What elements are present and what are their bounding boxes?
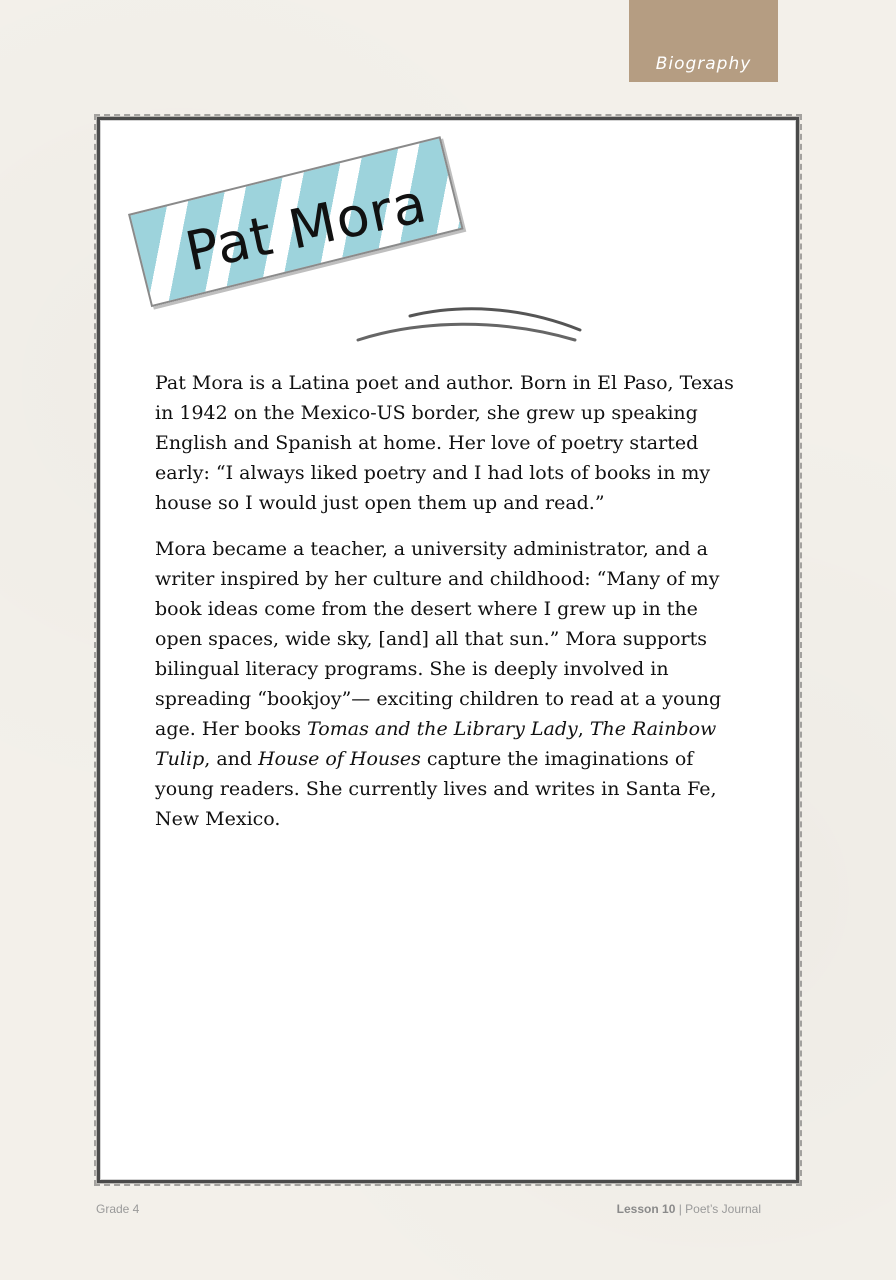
footer-lesson-info bbox=[617, 1202, 761, 1216]
text-segment: Pat Mora is a Latina poet and author. Born in El Paso, Texas in 1942 on the Mexico-US border, she grew up speaking English and Spanish at home. Her love of poetry started early: “I always liked poetry and I had lots of books in my house so I would just open them up and read.” bbox=[155, 372, 734, 514]
paragraph-1 bbox=[155, 368, 740, 518]
paragraph-2 bbox=[155, 534, 740, 834]
category-label: Biography bbox=[655, 54, 752, 74]
text-segment: , bbox=[577, 718, 590, 740]
biography-title: Pat Mora bbox=[180, 171, 433, 284]
text-segment: capture the imaginations of young readers. She currently lives and writes in Santa Fe, New Mexico. bbox=[155, 748, 717, 830]
book-title: House of Houses bbox=[258, 748, 421, 770]
footer-journal: Poet’s Journal bbox=[685, 1202, 761, 1216]
swoosh-stroke-lower bbox=[358, 324, 575, 340]
book-title: The Rainbow Tulip bbox=[155, 718, 717, 770]
text-segment: Mora became a teacher, a university administrator, and a writer inspired by her culture and childhood: “Many of my book ideas come from the desert where I grew up in the open spaces, wide sky, [and] all that sun.” Mora supports bilingual literacy programs. She is deeply involved in spreading “bookjoy”— exciting children to read at a young age. Her books bbox=[155, 538, 722, 740]
footer-grade: Grade 4 bbox=[96, 1202, 140, 1216]
swoosh-decoration bbox=[350, 300, 590, 350]
footer-separator: | bbox=[675, 1202, 686, 1216]
footer-lesson: Lesson 10 bbox=[616, 1202, 676, 1216]
category-tab bbox=[629, 0, 778, 82]
biography-body bbox=[155, 368, 740, 850]
book-title: Tomas and the Library Lady bbox=[307, 718, 578, 740]
text-segment: , and bbox=[204, 748, 259, 770]
